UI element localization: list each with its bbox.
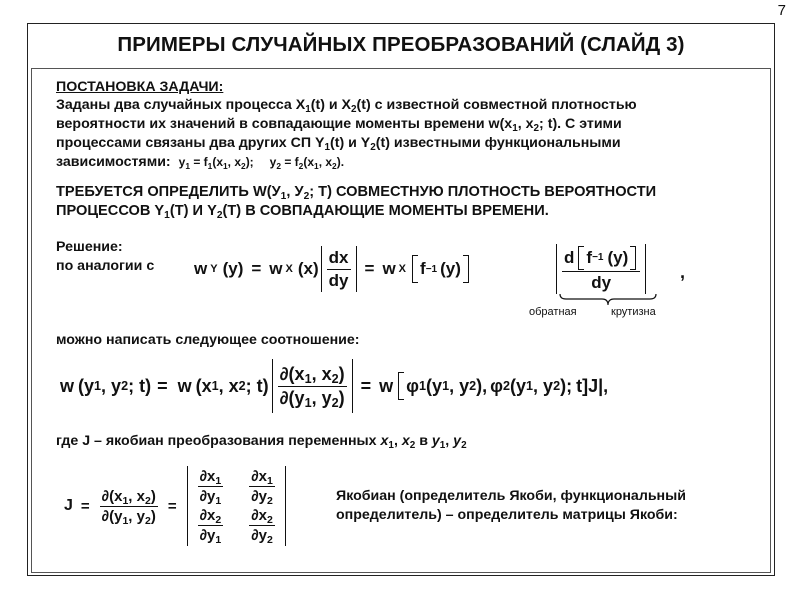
density-relation: w (y 1 , y 2 ; t) = w (x 1 , x 2 ; t) $\frac{\partial(x_1, x_2)}{\partial(y_1, y_2)}$ = w φ 1 (y 1 , y 2 ), φ 2 (y 1 , y 2 ); t]J |, <box>60 357 608 415</box>
derivative-inverse: d f −1 (y) dy <box>556 243 646 295</box>
problem-line-2: вероятности их значений в совпадающие моменты времени $w(x_1$, $x_2$; t). С этими <box>56 116 622 134</box>
dx1-dy2: $\frac{\partial x_1}{\partial y_2}$ <box>251 468 273 507</box>
label-slope: крутизна <box>611 306 656 318</box>
problem-line-1: Заданы два случайных процесса $X_1(t)$ и $X_2(t)$ с известной совместной плотностью <box>56 97 637 115</box>
formula-comma: , <box>680 262 686 282</box>
slide-title: ПРИМЕРЫ СЛУЧАЙНЫХ ПРЕОБРАЗОВАНИЙ (СЛАЙД 3) <box>117 33 685 56</box>
slide-number: 7 <box>777 2 786 19</box>
solution-label: Решение: <box>56 239 123 255</box>
jacobian-description-1: Якобиан (определитель Якоби, функциональный <box>336 488 686 504</box>
jacobian-formula: J = $\frac{\partial(x_1, x_2)}{\partial(y_1, y_2)}$ = $\frac{\partial x_1}{\partial y_1}$ $\frac{\partial x_1}{\partial y_2}$ $\frac{\partial x_2}{\partial y_1}$ $\frac{\partial x_2}{\partial y_2}$ <box>64 460 286 552</box>
jacobian-determinant <box>187 466 286 546</box>
jacobian-description-2: определитель) – определитель матрицы Якоби: <box>336 507 678 523</box>
required-line-1: ТРЕБУЕТСЯ ОПРЕДЕЛИТЬ $W(У_1$, $У_2$; Т) СОВМЕСТНУЮ ПЛОТНОСТЬ ВЕРОЯТНОСТИ <box>56 184 657 202</box>
problem-line-3: процессами связаны два других СП $Y_1(t)$ и $Y_2(t)$ известными функциональными <box>56 135 621 153</box>
analogy-label: по аналогии с <box>56 258 155 274</box>
analogy-formula: w Y (y) = w X (x) $\frac{dx}{dy}$ = w X f −1 (y) <box>194 243 471 295</box>
jacobian-note: где J – якобиан преобразования переменных $x_1$, $x_2$ в $y_1$, $y_2$ <box>56 433 467 451</box>
dx2-dy2: $\frac{\partial x_2}{\partial y_2}$ <box>251 507 273 546</box>
abs-derivative: $\frac{dx}{dy}$ <box>321 246 357 292</box>
dx1-dy1: $\frac{\partial x_1}{\partial y_1}$ <box>199 468 222 507</box>
dx2-dy1: $\frac{\partial x_2}{\partial y_1}$ <box>199 507 222 546</box>
problem-heading: ПОСТАНОВКА ЗАДАЧИ: <box>56 79 224 95</box>
dependency-y1: $y_1 = f_1(x_1$, $x_2$); <box>178 155 254 171</box>
jacobian-abs: $\frac{\partial(x_1, x_2)}{\partial(y_1, y_2)}$ <box>272 359 353 413</box>
relation-text: можно написать следующее соотношение: <box>56 332 360 348</box>
label-inverse: обратная <box>529 306 577 318</box>
required-line-2: ПРОЦЕССОВ $Y_1(Т)$ И $Y_2(Т)$ В СОВПАДАЮЩИЕ МОМЕНТЫ ВРЕМЕНИ. <box>56 203 549 221</box>
underbrace <box>558 293 658 307</box>
problem-line-4: зависимостями: $y_1 = f_1(x_1$, $x_2$); $y_2 = f_2(x_1$, $x_2$). <box>56 154 345 171</box>
dependency-y2: $y_2 = f_2(x_1$, $x_2$). <box>269 155 345 171</box>
